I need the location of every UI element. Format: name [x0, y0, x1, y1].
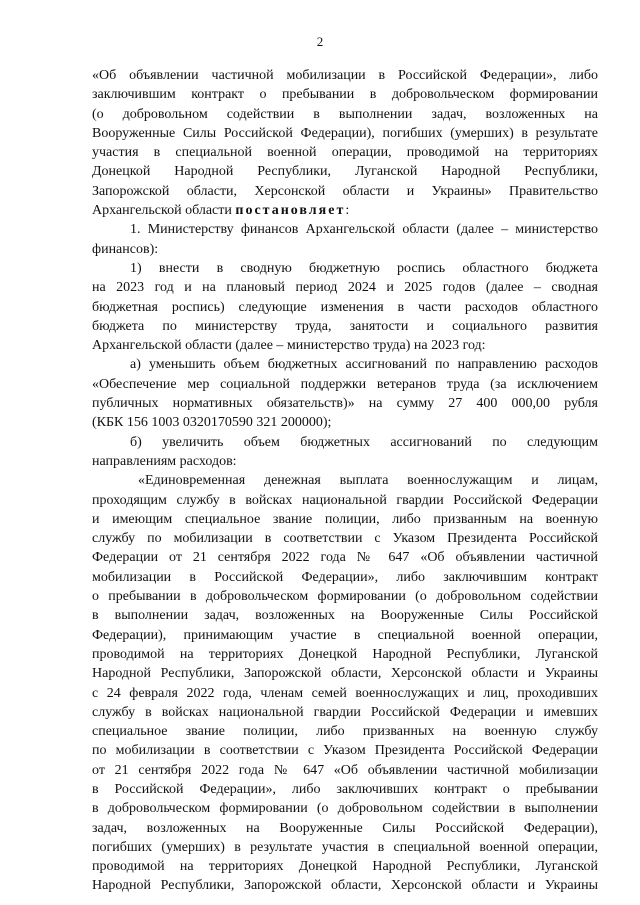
text-line-content: и имеющим специальное звание полиции, либо призванным на военную — [92, 511, 598, 527]
text-line — [92, 452, 598, 471]
text-line — [92, 220, 598, 239]
text-line — [92, 355, 598, 374]
text-line-content: (о добровольном содействии в выполнении задач, возложенных на — [92, 106, 598, 122]
text-line — [92, 201, 598, 220]
text-line-content: службу в войсках национальной гвардии Российской Федерации и имевших — [92, 704, 598, 720]
text-line-content: бюджетная роспись) следующие изменения в части расходов областного — [92, 299, 598, 315]
text-line-content: «Единовременная денежная выплата военнослужащим и лицам, — [138, 473, 598, 489]
text-line-content: погибших (умерших) в результате участия в специальной военной операции, — [92, 839, 598, 855]
text-line — [92, 722, 598, 741]
text-line — [92, 703, 598, 722]
text-line-content: финансов): — [92, 241, 159, 257]
text-line — [92, 471, 598, 490]
text-line — [92, 85, 598, 104]
text-line-content: проходящим службу в войсках национальной гвардии Российской Федерации — [92, 492, 598, 508]
text-line — [92, 240, 598, 259]
text-line — [92, 375, 598, 394]
decree-keyword-suffix: : — [345, 203, 350, 219]
text-line — [92, 182, 598, 201]
text-line — [92, 741, 598, 760]
text-line — [92, 394, 598, 413]
text-line-content: мобилизации в Российской Федерации», либо заключившим контракт — [92, 569, 598, 585]
text-line — [92, 761, 598, 780]
decree-keyword: постановляет — [235, 203, 346, 219]
text-line — [92, 433, 598, 452]
text-line-content: заключившим контракт о пребывании в добровольческом формировании — [92, 87, 598, 103]
text-line — [92, 780, 598, 799]
text-line-content: а) уменьшить объем бюджетных ассигнований по направлению расходов — [130, 357, 598, 373]
text-line — [92, 510, 598, 529]
text-line-content: бюджета по министерству труда, занятости и социального развития — [92, 318, 598, 334]
text-line-content: Вооруженные Силы Российской Федерации), погибших (умерших) в результате — [92, 125, 598, 141]
text-line-content: Архангельской области (далее – министерство труда) на 2023 год: — [92, 338, 486, 354]
text-line — [92, 664, 598, 683]
text-line — [92, 838, 598, 857]
text-line-content: задач, возложенных на Вооруженные Силы Российской Федерации), — [92, 820, 598, 836]
text-line — [92, 66, 598, 85]
text-line-content: участия в специальной военной операции, проводимой на территориях — [92, 145, 598, 161]
text-line-content: публичных нормативных обязательств)» на сумму 27 400 000,00 рубля — [92, 396, 598, 412]
text-line — [92, 684, 598, 703]
text-line — [92, 143, 598, 162]
text-line-content: 1. Министерству финансов Архангельской области (далее – министерство — [130, 222, 598, 238]
text-line — [92, 626, 598, 645]
text-line — [92, 645, 598, 664]
text-line-content: направлениям расходов: — [92, 453, 237, 469]
page-number: 2 — [316, 34, 324, 49]
text-line — [92, 162, 598, 181]
text-line-content: от 21 сентября 2022 года № 647 «Об объявлении частичной мобилизации — [92, 762, 598, 778]
text-line — [92, 124, 598, 143]
text-line — [92, 317, 598, 336]
text-line-content: о пребывании в добровольческом формировании (о добровольном содействии — [92, 589, 598, 605]
text-line-content: б) увеличить объем бюджетных ассигнований по следующим — [130, 434, 598, 450]
text-line — [92, 548, 598, 567]
text-line-content: службу по мобилизации в соответствии с Указом Президента Российской — [92, 531, 598, 547]
text-line-content: Запорожской области, Херсонской области и Украины» Правительство — [92, 183, 598, 199]
text-line — [92, 568, 598, 587]
text-line-content: по мобилизации в соответствии с Указом Президента Российской Федерации — [92, 743, 598, 759]
text-line-content: Донецкой Народной Республики, Луганской Народной Республики, — [92, 164, 598, 180]
text-line-content: на 2023 год и на плановый период 2024 и 2025 годов (далее – сводная — [92, 280, 598, 296]
text-line-content: специальное звание полиции, либо призванных на военную службу — [92, 724, 598, 740]
document-body — [92, 66, 598, 896]
text-line-content: Народной Республики, Запорожской области, Херсонской области и Украины — [92, 878, 598, 894]
text-line-content: Народной Республики, Запорожской области, Херсонской области и Украины — [92, 666, 598, 682]
text-line-content: «Об объявлении частичной мобилизации в Российской Федерации», либо — [92, 68, 598, 83]
text-line — [92, 876, 598, 895]
text-line — [92, 857, 598, 876]
text-line-content: с 24 февраля 2022 года, членам семей военнослужащих и лиц, проходивших — [92, 685, 598, 701]
text-line-content: проводимой на территориях Донецкой Народной Республики, Луганской — [92, 646, 598, 662]
text-line-content: проводимой на территориях Донецкой Народной Республики, Луганской — [92, 859, 598, 875]
text-line-content: (КБК 156 1003 0320170590 321 200000); — [92, 415, 332, 431]
text-line — [92, 298, 598, 317]
text-line — [92, 587, 598, 606]
text-line — [92, 278, 598, 297]
text-line-content: Федерации), принимающим участие в специальной военной операции, — [92, 627, 598, 643]
text-line-content: в выполнении задач, возложенных на Вооруженные Силы Российской — [92, 608, 598, 624]
text-line — [92, 606, 598, 625]
text-line — [92, 336, 598, 355]
text-line — [92, 819, 598, 838]
text-line-content: в добровольческом формировании (о добровольном содействии в выполнении — [92, 801, 598, 817]
text-line — [92, 799, 598, 818]
text-line-content: Федерации от 21 сентября 2022 года № 647 «Об объявлении частичной — [92, 550, 598, 566]
text-line — [92, 259, 598, 278]
text-line — [92, 491, 598, 510]
text-line — [92, 105, 598, 124]
text-line-content: в Российской Федерации», либо заключивших контракт о пребывании — [92, 781, 598, 797]
text-line-content: Архангельской области — [92, 203, 232, 219]
text-line — [92, 413, 598, 432]
text-line-content: 1) внести в сводную бюджетную роспись областного бюджета — [130, 260, 598, 276]
text-line — [92, 529, 598, 548]
text-line-content: «Обеспечение мер социальной поддержки ветеранов труда (за исключением — [92, 376, 598, 392]
